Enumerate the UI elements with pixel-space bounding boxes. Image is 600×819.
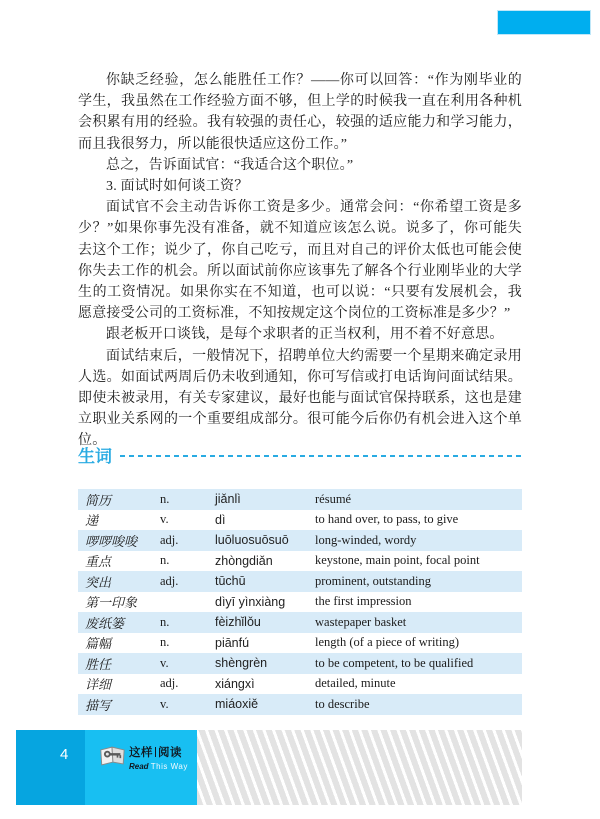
vocab-pos: adj. (160, 676, 179, 691)
brand-logo (85, 730, 197, 805)
paragraph: 跟老板开口谈钱，是每个求职者的正当权利，用不着不好意思。 (106, 327, 504, 343)
brand-zh-left: 这样 (129, 747, 153, 759)
paragraph: 面试结束后，一般情况下，招聘单位大约需要一个星期来确定录用人选。如面试两周后仍未收到通知，你可写信或打电话询问面试结果。即使未被录用，有关专家建议，最好也能与面试官保持联系，这也是建立职业关系网的一个重要组成部分。很可能今后你仍有机会进入这个单位。 (78, 348, 522, 449)
vocab-row (78, 653, 522, 674)
vocab-pinyin: fèizhǐlǒu (215, 615, 261, 630)
vocab-pinyin: shèngrèn (215, 656, 268, 671)
vocab-word: 突出 (85, 574, 112, 590)
vocab-word: 详细 (85, 677, 112, 693)
vocab-row (78, 489, 522, 510)
vocab-word: 胜任 (85, 656, 112, 672)
book-key-icon (98, 745, 126, 767)
vocab-word: 描写 (85, 697, 112, 713)
dashed-divider (120, 455, 522, 457)
vocab-pos: v. (160, 512, 169, 527)
vocab-word: 重点 (85, 554, 112, 570)
top-accent-bar (498, 11, 590, 34)
vocab-pinyin: dìyī yìnxiàng (215, 594, 286, 609)
brand-zh-divider (155, 747, 156, 757)
vocab-row (78, 674, 522, 695)
vocab-english: keystone, main point, focal point (315, 553, 480, 568)
article (78, 70, 522, 452)
brand-en-this-way: This Way (150, 762, 188, 771)
paragraph: 3. 面试时如何谈工资？ (106, 179, 249, 195)
vocab-english: the first impression (315, 594, 412, 609)
vocab-row (78, 571, 522, 592)
page-number-badge (16, 730, 85, 805)
vocab-word: 啰啰唆唆 (85, 533, 138, 549)
vocab-word: 简历 (85, 492, 112, 508)
vocab-pinyin: xiángxì (215, 676, 255, 691)
vocab-pinyin: luōluosuōsuō (215, 533, 289, 548)
vocab-row (78, 551, 522, 572)
vocab-english: wastepaper basket (315, 614, 407, 629)
vocab-pos: adj. (160, 532, 179, 547)
vocab-english: résumé (315, 491, 352, 506)
vocab-table (78, 489, 522, 715)
vocab-pos: n. (160, 491, 170, 506)
vocab-row (78, 530, 522, 551)
vocab-pinyin: miáoxiě (215, 697, 259, 712)
vocab-english: long-winded, wordy (315, 532, 417, 547)
brand-en (129, 762, 195, 771)
vocab-pos: n. (160, 614, 170, 629)
vocab-row (78, 633, 522, 654)
vocab-row (78, 694, 522, 715)
paragraph: 面试官不会主动告诉你工资是多少。通常会问：“你希望工资是多少？”如果你事先没有准备，就不知道应该怎么说。说多了，你可能失去这个工作；说少了，你自己吃亏，而且对自己的评价太低也可能会使你失去工作的机会。所以面试前你应该事先了解各个行业刚毕业的大学生的工资情况。如果你实在不知道，也可以说：“只要有发展机会，我愿意接受公司的工资标准，不知按规定这个岗位的工资标准是多少？” (78, 200, 522, 322)
vocab-english: to be competent, to be qualified (315, 655, 474, 670)
footer (0, 730, 600, 805)
vocab-english: to hand over, to pass, to give (315, 512, 459, 527)
vocab-word: 废纸篓 (85, 615, 125, 631)
vocab-row (78, 592, 522, 613)
vocab-pinyin: tūchū (215, 574, 246, 589)
vocab-word: 递 (85, 513, 99, 529)
paragraph: 你缺乏经验，怎么能胜任工作？——你可以回答：“作为刚毕业的学生，我虽然在工作经验方面不够，但上学的时候我一直在利用各种机会积累有用的经验。我有较强的责任心，较强的适应能力和学习能力，而且我很努力，所以能很快适应这份工作。” (78, 73, 522, 152)
vocab-pos: adj. (160, 573, 179, 588)
vocab-english: prominent, outstanding (315, 573, 431, 588)
vocab-pos: v. (160, 696, 169, 711)
vocab-pinyin: zhòngdiǎn (215, 553, 273, 568)
vocab-word: 篇幅 (85, 636, 112, 652)
vocab-pinyin: jiǎnlì (215, 492, 241, 507)
vocab-row (78, 612, 522, 633)
vocab-pos: n. (160, 635, 170, 650)
vocab-pos: n. (160, 553, 170, 568)
brand-text (129, 744, 195, 771)
brand-zh-right: 阅读 (158, 747, 182, 759)
vocab-section-title: 生词 (78, 446, 112, 466)
vocab-pos: v. (160, 655, 169, 670)
vocab-word: 第一印象 (85, 595, 138, 611)
vocab-pinyin: dì (215, 512, 226, 527)
vocab-english: length (of a piece of writing) (315, 635, 460, 650)
stripes-decoration (197, 730, 522, 805)
vocab-english: detailed, minute (315, 676, 396, 691)
vocab-row (78, 510, 522, 531)
vocab-pinyin: piānfú (215, 635, 250, 650)
vocab-english: to describe (315, 696, 370, 711)
brand-zh (129, 744, 195, 760)
paragraph: 总之，告诉面试官：“我适合这个职位。” (106, 157, 354, 173)
brand-en-read: Read (129, 762, 149, 771)
vocab-section-header (78, 444, 522, 464)
page-number: 4 (60, 746, 69, 763)
